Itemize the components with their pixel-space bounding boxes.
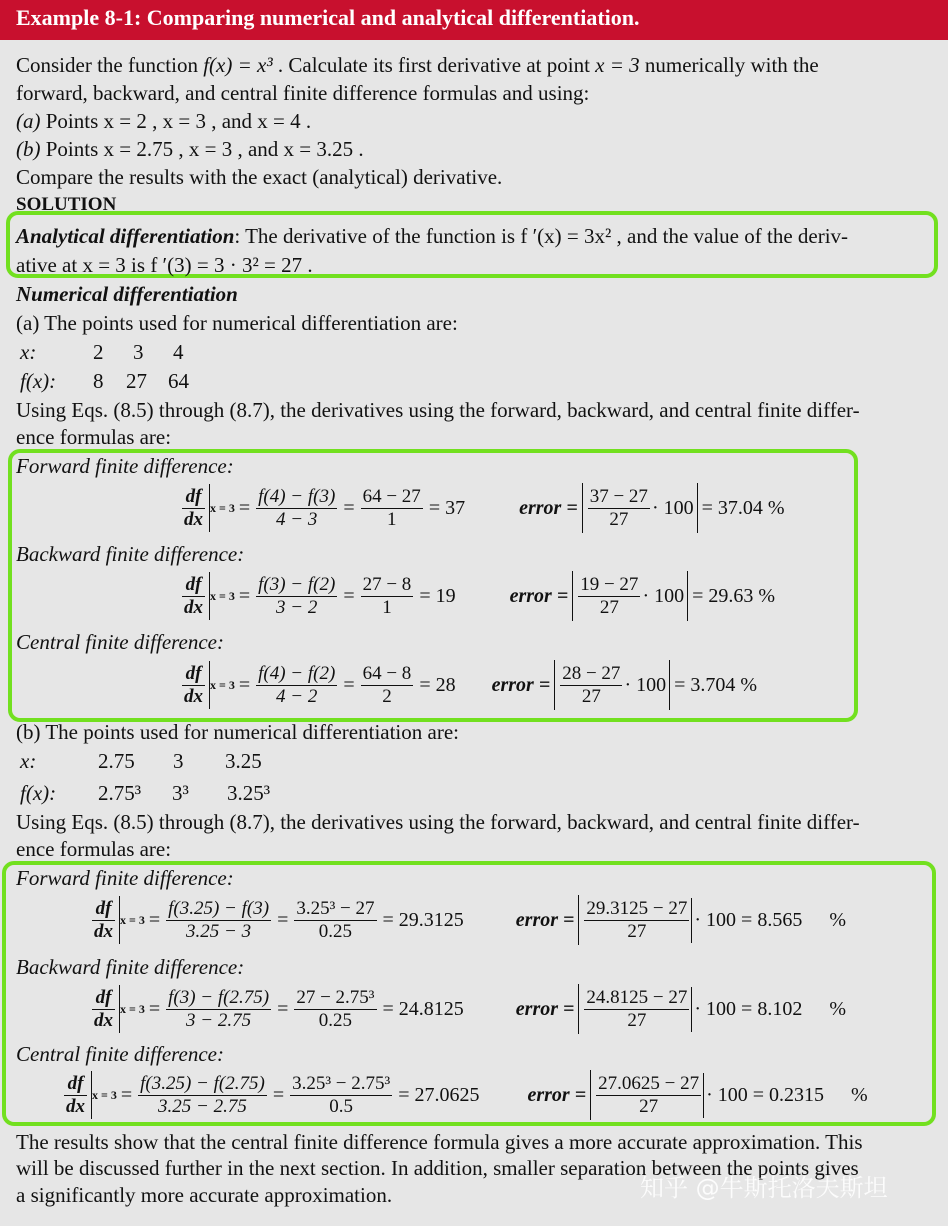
formula-fraction bbox=[166, 987, 271, 1032]
error-den: 27 bbox=[627, 1009, 647, 1031]
part-a-central-eq bbox=[180, 660, 757, 710]
deriv-num: df bbox=[64, 1073, 87, 1096]
part-label: (a) bbox=[16, 109, 41, 133]
error-mul: · 100 bbox=[651, 496, 694, 519]
eval-point: x = 3 bbox=[210, 500, 235, 515]
analytical-text: : The derivative of the function is f ′(x) = 3x² , and the value of the deriv- bbox=[234, 224, 849, 248]
formula-num: f(3) − f(2.75) bbox=[168, 986, 270, 1008]
f-value: 8 bbox=[93, 369, 104, 393]
value-fraction bbox=[361, 574, 414, 619]
result: = 29.3125 bbox=[382, 908, 464, 931]
part-b-forward-title: Forward finite difference: bbox=[16, 866, 234, 890]
formula-fraction bbox=[256, 574, 337, 619]
eval-point: x = 3 bbox=[210, 677, 235, 692]
conclusion-line-1: The results show that the central finite difference formula gives a more accurate approximation. This bbox=[16, 1130, 863, 1154]
formula-fraction bbox=[256, 663, 337, 708]
part-text: Points x = 2.75 , x = 3 , and x = 3.25 . bbox=[40, 137, 364, 161]
intro-part-a bbox=[16, 109, 311, 133]
intro-line-5: Compare the results with the exact (analytical) derivative. bbox=[16, 165, 503, 189]
error-num: 29.3125 − 27 bbox=[586, 897, 688, 919]
f-label: f(x): bbox=[20, 781, 57, 805]
deriv-num: df bbox=[182, 574, 205, 597]
deriv-num: df bbox=[92, 898, 115, 921]
error-label: error = bbox=[515, 908, 575, 931]
x-value: 3 bbox=[173, 749, 184, 773]
error-mul: · 100 = 8.102 bbox=[694, 997, 803, 1020]
error-mul: · 100 bbox=[624, 673, 667, 696]
f-value: 27 bbox=[126, 369, 147, 393]
part-text: Points x = 2 , x = 3 , and x = 4 . bbox=[40, 109, 312, 133]
part-a-backward-eq bbox=[180, 571, 775, 621]
formula-fraction bbox=[256, 486, 337, 531]
equals: = bbox=[148, 908, 161, 931]
derivative-symbol bbox=[180, 484, 235, 532]
error-den: 27 bbox=[609, 508, 629, 530]
derivative-symbol bbox=[62, 1071, 117, 1119]
part-a-using-1: Using Eqs. (8.5) through (8.7), the derivatives using the forward, backward, and central finite differ- bbox=[16, 398, 860, 422]
value-fraction bbox=[290, 1073, 392, 1118]
formula-num: f(3.25) − f(2.75) bbox=[140, 1072, 265, 1094]
result: = 27.0625 bbox=[398, 1083, 480, 1106]
deriv-den: dx bbox=[184, 508, 203, 530]
intro-line-2: forward, backward, and central finite difference formulas and using: bbox=[16, 81, 590, 105]
equals: = bbox=[120, 1083, 133, 1106]
equals: = bbox=[277, 908, 289, 931]
eval-point: x = 3 bbox=[120, 912, 145, 927]
f-label: f(x): bbox=[20, 369, 57, 393]
error-num: 37 − 27 bbox=[589, 485, 648, 507]
error-abs bbox=[590, 1070, 827, 1120]
value-num: 3.25³ − 27 bbox=[296, 897, 375, 919]
equals: = bbox=[148, 997, 161, 1020]
value-fraction bbox=[294, 987, 376, 1032]
deriv-num: df bbox=[182, 486, 205, 509]
equals: = bbox=[272, 1083, 285, 1106]
value-den: 1 bbox=[382, 596, 392, 618]
formula-num: f(4) − f(2) bbox=[258, 662, 336, 684]
derivative-symbol bbox=[90, 985, 145, 1033]
example-title: Example 8-1: Comparing numerical and analytical differentiation. bbox=[16, 5, 640, 30]
analytical-line-1 bbox=[16, 224, 848, 248]
value-den: 2 bbox=[382, 685, 392, 707]
function-expr: f(x) = x³ bbox=[203, 53, 273, 77]
part-a-forward-eq bbox=[180, 483, 785, 533]
formula-den: 3.25 − 3 bbox=[186, 920, 252, 942]
part-b-backward-title: Backward finite difference: bbox=[16, 955, 245, 979]
analytical-line-2: ative at x = 3 is f ′(3) = 3 · 3² = 27 . bbox=[16, 253, 313, 277]
f-value: 2.75³ bbox=[98, 781, 142, 805]
x-label: x: bbox=[20, 340, 37, 364]
x-value: 4 bbox=[173, 340, 184, 364]
part-a-x-row bbox=[20, 340, 320, 364]
result: = 37 bbox=[428, 496, 466, 519]
conclusion-line-3: a significantly more accurate approximation. bbox=[16, 1183, 393, 1207]
error-abs bbox=[578, 895, 805, 945]
error-den: 27 bbox=[581, 685, 601, 707]
eval-point: x = 3 bbox=[92, 1087, 117, 1102]
formula-den: 3 − 2 bbox=[276, 596, 318, 618]
x-value: 3.25 bbox=[225, 749, 262, 773]
part-a-using-2: ence formulas are: bbox=[16, 425, 172, 449]
error-den: 27 bbox=[627, 920, 647, 942]
intro-text: numerically with the bbox=[639, 53, 819, 77]
error-label: error = bbox=[527, 1083, 587, 1106]
formula-fraction bbox=[138, 1073, 267, 1118]
formula-den: 3.25 − 2.75 bbox=[158, 1095, 247, 1117]
error-mul: · 100 = 8.565 bbox=[694, 908, 803, 931]
derivative-symbol bbox=[90, 896, 145, 944]
part-b-forward-eq bbox=[90, 895, 846, 945]
value-den: 0.5 bbox=[329, 1095, 354, 1117]
error-result: = 3.704 % bbox=[674, 673, 758, 696]
result: = 19 bbox=[419, 584, 456, 607]
equals: = bbox=[343, 673, 355, 696]
error-result: = 29.63 % bbox=[692, 584, 776, 607]
solution-label: SOLUTION bbox=[16, 194, 117, 215]
equals: = bbox=[277, 997, 289, 1020]
value-fraction bbox=[361, 663, 414, 708]
error-den: 27 bbox=[639, 1095, 659, 1117]
error-num: 19 − 27 bbox=[580, 573, 639, 595]
part-b-central-eq bbox=[62, 1070, 868, 1120]
error-result: % bbox=[829, 997, 847, 1020]
value-num: 64 − 27 bbox=[362, 485, 421, 507]
part-a-intro: (a) The points used for numerical differentiation are: bbox=[16, 311, 458, 335]
value-den: 0.25 bbox=[318, 920, 353, 942]
error-label: error = bbox=[515, 997, 575, 1020]
error-den: 27 bbox=[599, 596, 619, 618]
error-result: % bbox=[829, 908, 847, 931]
part-b-backward-eq bbox=[90, 984, 846, 1034]
error-abs bbox=[572, 571, 688, 621]
error-num: 28 − 27 bbox=[562, 662, 621, 684]
formula-num: f(3.25) − f(3) bbox=[168, 897, 270, 919]
deriv-num: df bbox=[182, 663, 205, 686]
numerical-heading: Numerical differentiation bbox=[16, 282, 238, 306]
equals: = bbox=[238, 496, 251, 519]
formula-num: f(3) − f(2) bbox=[258, 573, 336, 595]
deriv-den: dx bbox=[94, 920, 113, 942]
eval-point: x = 3 bbox=[210, 588, 235, 603]
error-abs bbox=[554, 660, 670, 710]
equals: = bbox=[238, 673, 251, 696]
value-den: 1 bbox=[386, 508, 397, 530]
analytical-heading: Analytical differentiation bbox=[16, 224, 235, 248]
part-label: (b) bbox=[16, 137, 41, 161]
eval-point: x = 3 bbox=[120, 1001, 145, 1016]
deriv-den: dx bbox=[184, 685, 203, 707]
intro-text: . Calculate its first derivative at point bbox=[272, 53, 596, 77]
example-header bbox=[0, 0, 948, 40]
value-num: 64 − 8 bbox=[362, 662, 412, 684]
error-num: 27.0625 − 27 bbox=[598, 1072, 700, 1094]
value-den: 0.25 bbox=[318, 1009, 353, 1031]
x-value: 2.75 bbox=[98, 749, 135, 773]
conclusion-line-2: will be discussed further in the next section. In addition, smaller separation between the points gives bbox=[16, 1156, 859, 1180]
intro-part-b bbox=[16, 137, 364, 161]
part-b-using-2: ence formulas are: bbox=[16, 837, 172, 861]
part-a-backward-title: Backward finite difference: bbox=[16, 542, 245, 566]
x-value: 3 bbox=[133, 340, 144, 364]
error-result: = 37.04 % bbox=[701, 496, 785, 519]
deriv-den: dx bbox=[94, 1009, 113, 1031]
f-value: 64 bbox=[168, 369, 189, 393]
point-expr: x = 3 bbox=[595, 53, 640, 77]
f-value: 3³ bbox=[172, 781, 189, 805]
error-abs bbox=[578, 984, 805, 1034]
error-mul: · 100 bbox=[642, 584, 685, 607]
derivative-symbol bbox=[180, 572, 235, 620]
value-num: 27 − 2.75³ bbox=[296, 986, 375, 1008]
value-fraction bbox=[361, 486, 423, 531]
part-b-central-title: Central finite difference: bbox=[16, 1042, 225, 1066]
part-a-f-row bbox=[20, 369, 320, 393]
result: = 24.8125 bbox=[382, 997, 464, 1020]
intro-text: Consider the function bbox=[16, 53, 204, 77]
value-fraction bbox=[294, 898, 376, 943]
equals: = bbox=[343, 496, 355, 519]
error-label: error = bbox=[491, 673, 551, 696]
derivative-symbol bbox=[180, 661, 235, 709]
deriv-num: df bbox=[92, 987, 115, 1010]
error-mul: · 100 = 0.2315 bbox=[706, 1083, 825, 1106]
intro-line-1 bbox=[16, 53, 819, 77]
part-a-forward-title: Forward finite difference: bbox=[16, 454, 234, 478]
error-result: % bbox=[851, 1083, 868, 1106]
equals: = bbox=[343, 584, 355, 607]
error-num: 24.8125 − 27 bbox=[586, 986, 688, 1008]
value-num: 3.25³ − 2.75³ bbox=[292, 1072, 391, 1094]
error-label: error = bbox=[509, 584, 569, 607]
error-label: error = bbox=[519, 496, 578, 519]
zhihu-watermark: 知乎 @牛斯托洛夫斯坦 bbox=[640, 1174, 888, 1202]
formula-den: 4 − 2 bbox=[276, 685, 318, 707]
part-b-intro: (b) The points used for numerical differentiation are: bbox=[16, 720, 459, 744]
part-b-using-1: Using Eqs. (8.5) through (8.7), the derivatives using the forward, backward, and central finite differ- bbox=[16, 810, 860, 834]
formula-den: 4 − 3 bbox=[276, 508, 318, 530]
equals: = bbox=[238, 584, 251, 607]
part-b-f-row bbox=[20, 781, 340, 805]
part-b-x-row bbox=[20, 749, 340, 773]
formula-den: 3 − 2.75 bbox=[186, 1009, 252, 1031]
result: = 28 bbox=[419, 673, 456, 696]
error-abs bbox=[582, 483, 698, 533]
x-label: x: bbox=[20, 749, 37, 773]
x-value: 2 bbox=[93, 340, 104, 364]
value-num: 27 − 8 bbox=[362, 573, 412, 595]
part-a-central-title: Central finite difference: bbox=[16, 630, 225, 654]
deriv-den: dx bbox=[66, 1095, 85, 1117]
formula-fraction bbox=[166, 898, 271, 943]
formula-num: f(4) − f(3) bbox=[258, 485, 336, 507]
f-value: 3.25³ bbox=[227, 781, 271, 805]
deriv-den: dx bbox=[184, 596, 203, 618]
